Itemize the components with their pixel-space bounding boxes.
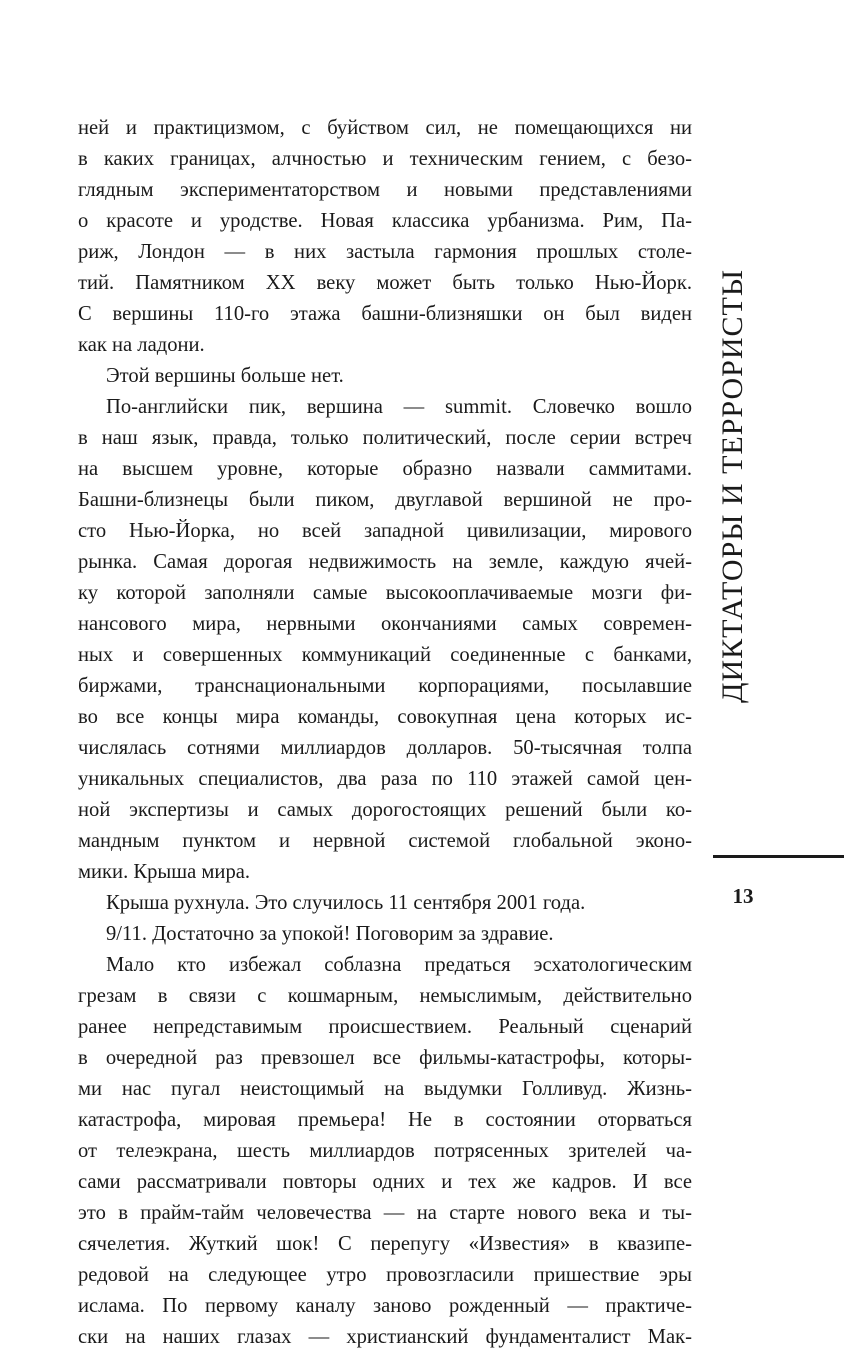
text-line: катастрофа, мировая премьера! Не в состоянии оторваться (78, 1109, 692, 1131)
text-line: тий. Памятником XX веку может быть только Нью-Йорк. (78, 272, 692, 294)
text-line: редовой на следующее утро провозгласили пришествие эры (78, 1264, 692, 1286)
running-head: ДИКТАТОРЫ И ТЕРРОРИСТЫ (716, 269, 749, 704)
text-line: ранее непредставимым происшествием. Реальный сценарий (78, 1016, 692, 1038)
text-line: рынка. Самая дорогая недвижимость на земле, каждую ячей- (78, 551, 692, 573)
text-line: Крыша рухнула. Это случилось 11 сентября 2001 года. (106, 892, 586, 914)
text-line: числялась сотнями миллиардов долларов. 50-тысячная толпа (78, 737, 692, 759)
text-line: уникальных специалистов, два раза по 110 этажей самой цен- (78, 768, 692, 790)
text-line: ислама. По первому каналу заново рожденный — практиче- (78, 1295, 692, 1317)
text-line: от телеэкрана, шесть миллиардов потрясенных зрителей ча- (78, 1140, 692, 1162)
text-line: С вершины 110-го этажа башни-близняшки он был виден (78, 303, 692, 325)
text-line: риж, Лондон — в них застыла гармония прошлых столе- (78, 241, 692, 263)
text-line: в очередной раз превзошел все фильмы-катастрофы, которы- (78, 1047, 692, 1069)
text-line: глядным экспериментаторством и новыми представлениями (78, 179, 692, 201)
text-line: нансового мира, нервными окончаниями самых современ- (78, 613, 692, 635)
text-line: По-английски пик, вершина — summit. Словечко вошло (106, 396, 692, 418)
text-line: ней и практицизмом, с буйством сил, не помещающихся ни (78, 117, 692, 139)
text-line: ми нас пугал неистощимый на выдумки Голливуд. Жизнь- (78, 1078, 692, 1100)
text-line: на высшем уровне, которые образно назвали саммитами. (78, 458, 692, 480)
text-line: Этой вершины больше нет. (106, 365, 344, 387)
text-line: грезам в связи с кошмарным, немыслимым, действительно (78, 985, 692, 1007)
text-line: Башни-близнецы были пиком, двуглавой вершиной не про- (78, 489, 692, 511)
text-line: сто Нью-Йорка, но всей западной цивилизации, мирового (78, 520, 692, 542)
text-line: во все концы мира команды, совокупная цена которых ис- (78, 706, 692, 728)
text-line: 9/11. Достаточно за упокой! Поговорим за здравие. (106, 923, 554, 945)
text-line: в каких границах, алчностью и техническим гением, с безо- (78, 148, 692, 170)
text-line: это в прайм-тайм человечества — на старте нового века и ты- (78, 1202, 692, 1224)
text-line: сами рассматривали повторы одних и тех же кадров. И все (78, 1171, 692, 1193)
text-line: мандным пунктом и нервной системой глобальной эконо- (78, 830, 692, 852)
text-line: о красоте и уродстве. Новая классика урбанизма. Рим, Па- (78, 210, 692, 232)
text-line: мики. Крыша мира. (78, 861, 251, 883)
text-line: биржами, транснациональными корпорациями, посылавшие (78, 675, 692, 697)
text-line: ски на наших глазах — христианский фундаменталист Мак- (78, 1326, 692, 1348)
text-line: Мало кто избежал соблазна предаться эсхатологическим (106, 954, 692, 976)
text-line: ной экспертизы и самых дорогостоящих решений были ко- (78, 799, 692, 821)
text-line: ных и совершенных коммуникаций соединенные с банками, (78, 644, 692, 666)
text-line: ку которой заполняли самые высокооплачиваемые мозги фи- (78, 582, 692, 604)
running-head-rule (713, 855, 844, 858)
page-number: 13 (732, 884, 754, 908)
body-text (78, 113, 692, 1353)
text-line: сячелетия. Жуткий шок! С перепугу «Известия» в квазипе- (78, 1233, 692, 1255)
text-line: в наш язык, правда, только политический, после серии встреч (78, 427, 692, 449)
text-line: как на ладони. (78, 334, 205, 356)
